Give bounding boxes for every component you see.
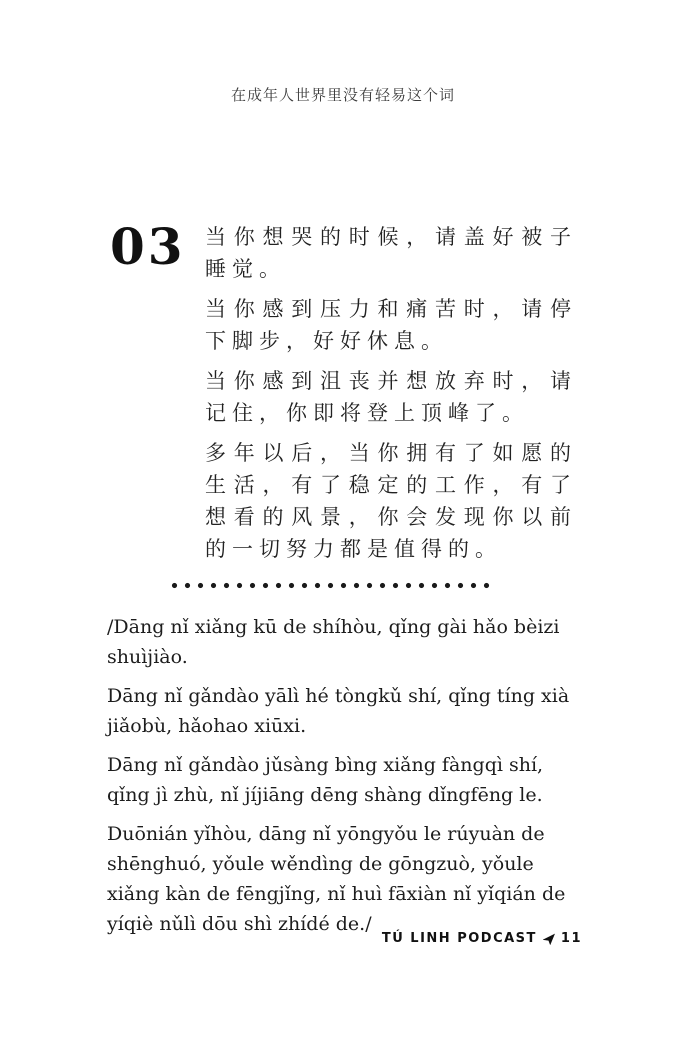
running-header: 在成年人世界里没有轻易这个词 bbox=[230, 88, 455, 104]
pinyin-paragraph: Dāng nǐ gǎndào yālì hé tòngkǔ shí, qǐng tíng xià jiǎobù, hǎohao xiūxi. bbox=[107, 685, 570, 737]
chinese-paragraph: 多年以后，当你拥有了如愿的生活，有了稳定的工作，有了想看的风景，你会发现你以前的一切努力都是值得的。 bbox=[205, 441, 577, 561]
pinyin-paragraph: Duōnián yǐhòu, dāng nǐ yōngyǒu le rúyuàn de shēnghuó, yǒule wěndìng de gōngzuò, yǒule xiǎng kàn de fēngjǐng, nǐ huì fāxiàn nǐ yǐqián de yíqiè nǔlì dōu shì zhídé de./ bbox=[107, 823, 566, 935]
pinyin-paragraph: Dāng nǐ gǎndào jǔsàng bìng xiǎng fàngqì shí, qǐng jì zhù, nǐ jíjiāng dēng shàng dǐngfēng le. bbox=[107, 754, 544, 806]
chinese-paragraph: 当你想哭的时候，请盖好被子睡觉。 bbox=[205, 225, 577, 281]
footer-brand: TÚ LINH PODCAST bbox=[381, 931, 537, 946]
chinese-paragraph: 当你感到沮丧并想放弃时，请记住，你即将登上顶峰了。 bbox=[205, 369, 577, 425]
paper-plane-icon bbox=[543, 933, 555, 945]
pinyin-paragraph: /Dāng nǐ xiǎng kū de shíhòu, qǐng gài hǎo bèizi shuìjiào. bbox=[107, 616, 560, 668]
chinese-paragraph: 当你感到压力和痛苦时，请停下脚步，好好休息。 bbox=[205, 297, 577, 353]
footer-page-number: 11 bbox=[560, 931, 582, 946]
dotted-divider bbox=[168, 582, 494, 589]
page-footer bbox=[382, 931, 582, 946]
section-number: 03 bbox=[110, 217, 186, 276]
chinese-text-block bbox=[205, 221, 577, 573]
pinyin-text-block bbox=[107, 612, 579, 948]
